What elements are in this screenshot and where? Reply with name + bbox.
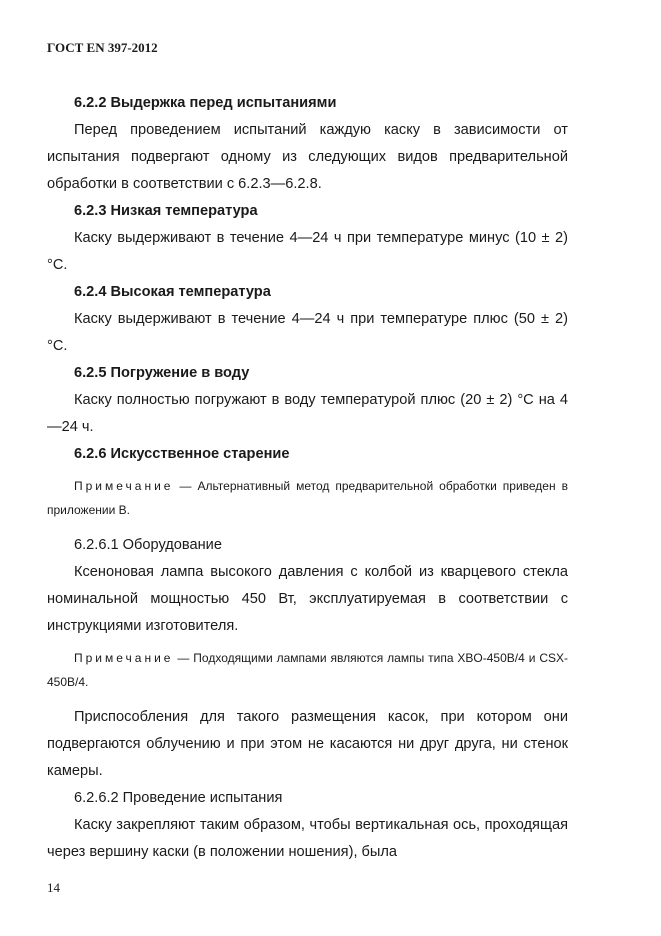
document-body	[47, 90, 568, 866]
section-heading: 6.2.6 Искусственное старение	[74, 446, 290, 462]
section-heading: 6.2.2 Выдержка перед испытаниями	[74, 95, 337, 111]
note-label: Примечание	[74, 651, 174, 665]
section-heading: 6.2.4 Высокая температура	[74, 284, 271, 300]
section-heading: 6.2.5 Погружение в воду	[74, 365, 250, 381]
paragraph: Каску выдерживают в течение 4—24 ч при температуре плюс (50 ± 2) °C.	[47, 311, 568, 354]
document-header: ГОСТ EN 397-2012	[47, 40, 158, 55]
paragraph: Каску выдерживают в течение 4—24 ч при температуре минус (10 ± 2) °C.	[47, 230, 568, 273]
note-label: Примечание	[74, 479, 174, 493]
paragraph: Каску полностью погружают в воду температурой плюс (20 ± 2) °C на 4—24 ч.	[47, 392, 568, 435]
section-heading: 6.2.3 Низкая температура	[74, 203, 258, 219]
subsection-heading: 6.2.6.1 Оборудование	[74, 537, 222, 553]
note-text: — Альтернативный метод предварительной обработки приведен в приложении В.	[47, 479, 568, 517]
paragraph: Перед проведением испытаний каждую каску в зависимости от испытания подвергают одному из следующих видов предварительной обработки в соответствии с 6.2.3—6.2.8.	[47, 122, 568, 192]
paragraph: Каску закрепляют таким образом, чтобы вертикальная ось, проходящая через вершину каски (в положении ношения), была	[47, 817, 568, 860]
page-number: 14	[47, 880, 60, 895]
note	[47, 646, 568, 694]
note-text: — Подходящими лампами являются лампы типа XBO-450B/4 и CSX-450B/4.	[47, 651, 568, 689]
paragraph: Ксеноновая лампа высокого давления с колбой из кварцевого стекла номинальной мощностью 450 Вт, эксплуатируемая в соответствии с инструкциями изготовителя.	[47, 564, 568, 634]
subsection-heading: 6.2.6.2 Проведение испытания	[74, 790, 283, 806]
paragraph: Приспособления для такого размещения касок, при котором они подвергаются облучению и при этом не касаются ни друг друга, ни стенок камеры.	[47, 709, 568, 779]
note	[47, 474, 568, 522]
